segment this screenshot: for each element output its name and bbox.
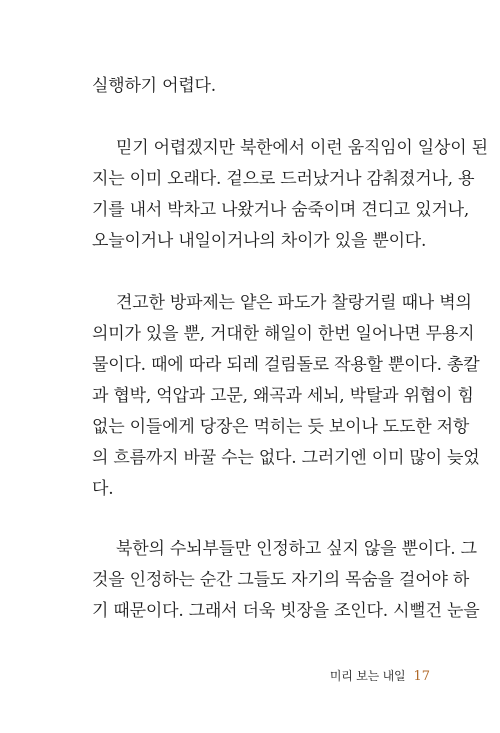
text-line: 기 때문이다. 그래서 더욱 빗장을 조인다. 시뻘건 눈을 [92, 601, 480, 621]
text-line: 과 협박, 억압과 고문, 왜곡과 세뇌, 박탈과 위협이 힘 [92, 386, 474, 406]
page-footer [330, 667, 430, 684]
text-line: 기를 내서 박차고 나왔거나 숨죽이며 견디고 있거나, [92, 200, 470, 220]
text-line: 없는 이들에게 당장은 먹히는 듯 보이나 도도한 저항 [92, 417, 470, 437]
text-line: 북한의 수뇌부들만 인정하고 싶지 않을 뿐이다. 그 [116, 539, 477, 559]
text-line: 지는 이미 오래다. 겉으로 드러났거나 감춰졌거나, 용 [92, 169, 475, 189]
text-line: 견고한 방파제는 얕은 파도가 찰랑거릴 때나 벽의 [116, 293, 472, 313]
page-number: 17 [413, 669, 430, 684]
text-line: 다. [92, 479, 114, 499]
text-line: 믿기 어렵겠지만 북한에서 이런 움직임이 일상이 된 [116, 138, 488, 158]
text-line: 것을 인정하는 순간 그들도 자기의 목숨을 걸어야 하 [92, 570, 470, 590]
text-line: 의미가 있을 뿐, 거대한 해일이 한번 일어나면 무용지 [92, 324, 475, 344]
text-line: 의 흐름까지 바꿀 수는 없다. 그러기엔 이미 많이 늦었 [92, 448, 480, 468]
text-line: 오늘이거나 내일이거나의 차이가 있을 뿐이다. [92, 231, 427, 251]
text-line: 물이다. 때에 따라 되레 걸림돌로 작용할 뿐이다. 총칼 [92, 355, 480, 375]
text-line: 실행하기 어렵다. [92, 76, 216, 96]
running-title: 미리 보는 내일 [329, 669, 406, 683]
